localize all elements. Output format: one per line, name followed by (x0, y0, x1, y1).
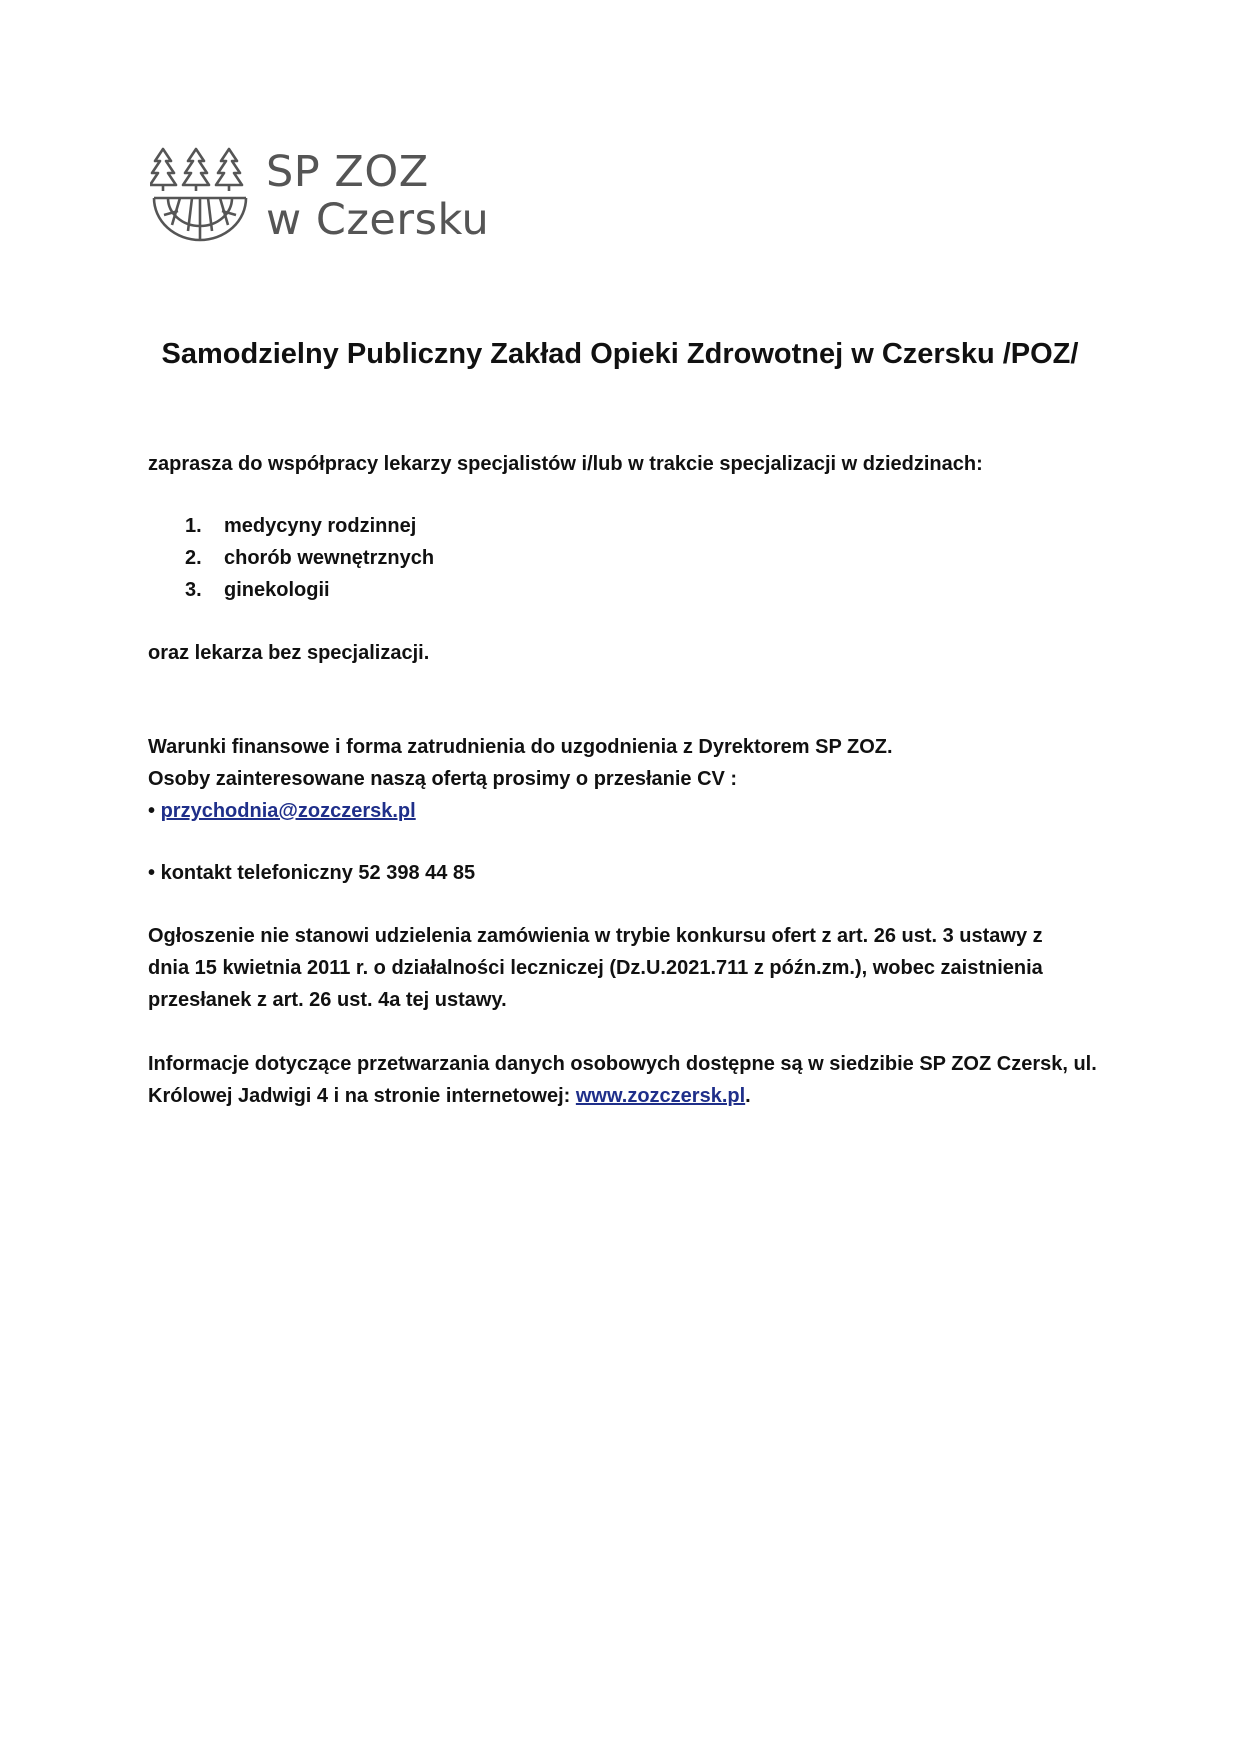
logo-text-line2: w Czersku (266, 195, 490, 245)
website-link[interactable]: www.zozczersk.pl (575, 1085, 746, 1107)
email-link[interactable]: przychodnia@zozczersk.pl (160, 800, 416, 822)
also-text: oraz lekarza bez specjalizacji. (148, 642, 430, 664)
bullet: • (148, 862, 156, 884)
info-line-2 (148, 1084, 751, 1108)
list-item-medycyny-rodzinnej: medycyny rodzinnej (224, 515, 417, 537)
notice-line-1: Ogłoszenie nie stanowi udzielenia zamówienia w trybie konkursu ofert z art. 26 ust. 3 ustawy z (148, 925, 1043, 947)
cv-request-text: Osoby zainteresowane naszą ofertą prosimy o przesłanie CV : (148, 768, 738, 790)
trees-and-wheel-emblem-icon (150, 143, 250, 243)
logo-text-line1: SP ZOZ (266, 147, 429, 197)
list-item-chorob-wewnetrznych: chorób wewnętrznych (224, 547, 435, 569)
intro-text: zaprasza do współpracy lekarzy specjalistów i/lub w trakcie specjalizacji w dziedzinach: (148, 453, 983, 475)
info-line-2-suffix: . (745, 1085, 751, 1107)
list-number: 2. (185, 547, 202, 569)
logo (150, 143, 490, 253)
email-line (148, 799, 416, 823)
info-line-2-prefix: Królowej Jadwigi 4 i na stronie internetowej: (148, 1085, 576, 1107)
notice-line-2: dnia 15 kwietnia 2011 r. o działalności leczniczej (Dz.U.2021.711 z późn.zm.), wobec zaistnienia (148, 957, 1043, 979)
document-title: Samodzielny Publiczny Zakład Opieki Zdrowotnej w Czersku /POZ/ (161, 338, 1079, 370)
phone-text: kontakt telefoniczny 52 398 44 85 (160, 862, 476, 884)
info-line-1: Informacje dotyczące przetwarzania danych osobowych dostępne są w siedzibie SP ZOZ Czersk, ul. (148, 1053, 1097, 1075)
list-number: 3. (185, 579, 202, 601)
list-item-ginekologii: ginekologii (224, 579, 330, 601)
phone-line (148, 861, 475, 885)
list-number: 1. (185, 515, 202, 537)
notice-line-3: przesłanek z art. 26 ust. 4a tej ustawy. (148, 989, 507, 1011)
bullet: • (148, 800, 156, 822)
conditions-text: Warunki finansowe i forma zatrudnienia do uzgodnienia z Dyrektorem SP ZOZ. (148, 736, 893, 758)
